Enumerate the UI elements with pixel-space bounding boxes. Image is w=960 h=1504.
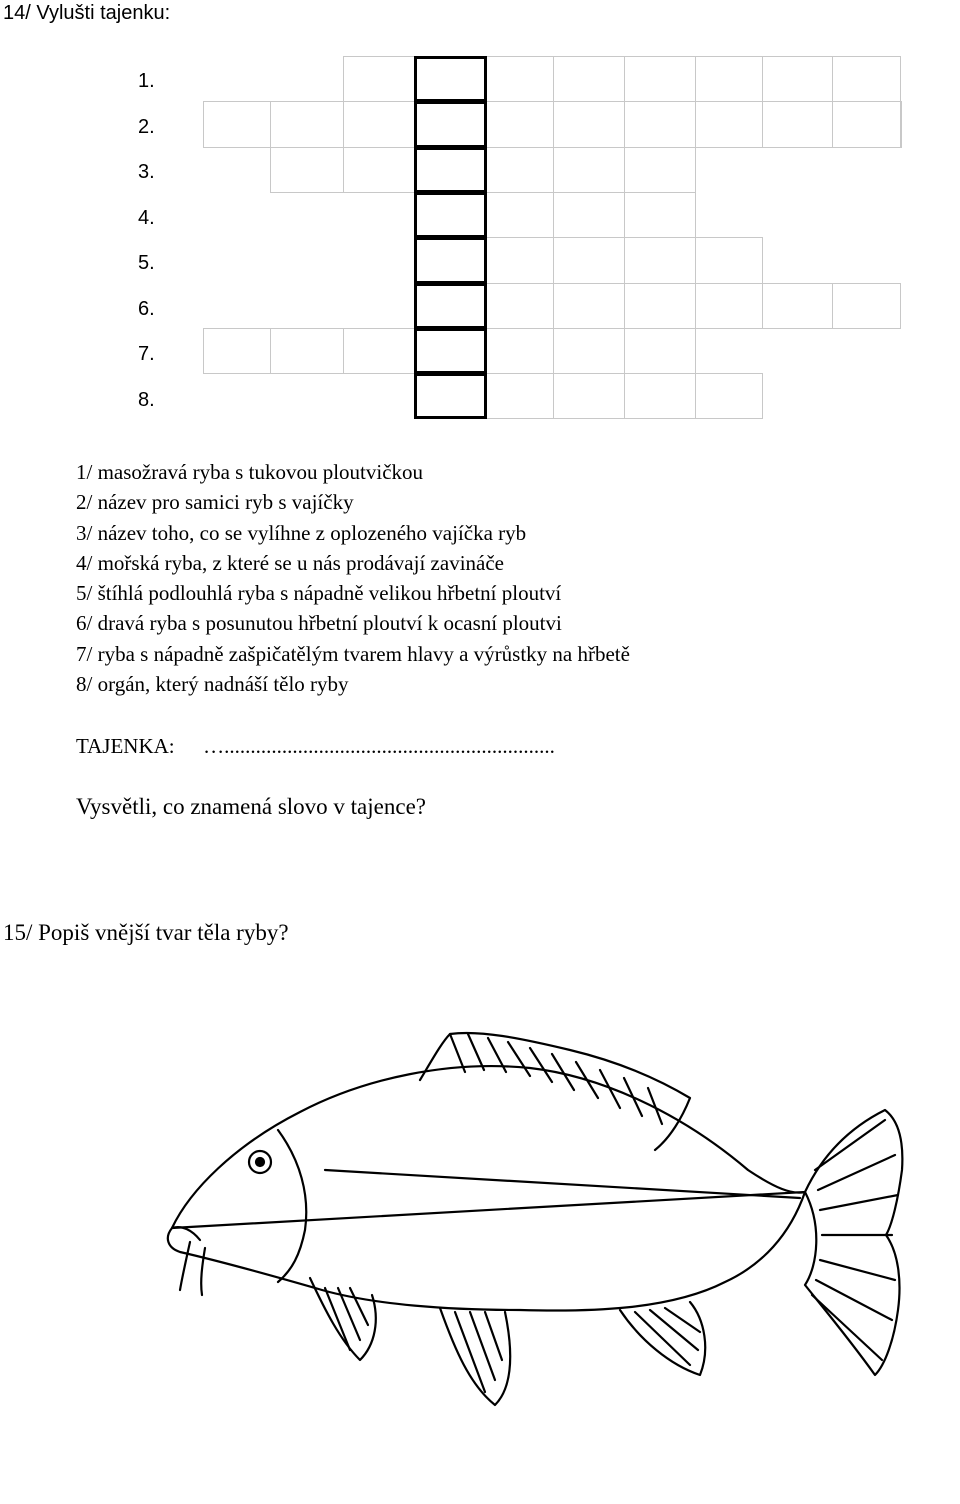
crossword-cell[interactable] [203, 101, 271, 148]
barbel [180, 1242, 205, 1295]
crossword-cell[interactable] [486, 192, 554, 238]
tajenka-cell[interactable] [414, 373, 487, 419]
crossword-cell[interactable] [553, 192, 625, 238]
clue-4: 4/ mořská ryba, z které se u nás prodávají zavináče [76, 550, 504, 575]
crossword-cell[interactable] [832, 283, 901, 329]
tajenka-cell[interactable] [414, 101, 487, 148]
tail-fin [805, 1110, 902, 1375]
question-14-title: 14/ Vylušti tajenku: [3, 2, 171, 24]
crossword-cell[interactable] [553, 101, 625, 148]
crossword-cell[interactable] [486, 56, 554, 102]
crossword-cell[interactable] [624, 328, 696, 374]
crossword-cell[interactable] [486, 373, 554, 419]
clue-1: 1/ masožravá ryba s tukovou ploutvičkou [76, 460, 424, 484]
crossword-cell[interactable] [343, 147, 415, 193]
tajenka-answer-blank[interactable]: …............................................................... [203, 734, 555, 758]
crossword-cell[interactable] [486, 237, 554, 284]
crossword-cell[interactable] [624, 101, 696, 148]
crossword-cell[interactable] [695, 373, 763, 419]
row-label-3: 3. [138, 161, 155, 183]
mouth [172, 1227, 200, 1240]
crossword-cell[interactable] [624, 283, 696, 329]
lateral-line [325, 1170, 800, 1198]
clue-8: 8/ orgán, který nadnáší tělo ryby [76, 672, 349, 697]
row-label-8: 8. [138, 389, 155, 411]
crossword-cell[interactable] [762, 56, 833, 102]
tajenka-cell[interactable] [414, 192, 487, 238]
tajenka-cell[interactable] [414, 147, 487, 193]
crossword-cell[interactable] [343, 328, 415, 374]
crossword-cell[interactable] [553, 56, 625, 102]
crossword-grid [0, 0, 960, 430]
crossword-cell[interactable] [553, 147, 625, 193]
explain-question: Vysvětli, co znamená slovo v tajence? [76, 794, 426, 819]
row-label-7: 7. [138, 343, 155, 365]
crossword-cell[interactable] [624, 147, 696, 193]
row-label-6: 6. [138, 298, 155, 320]
crossword-cell[interactable] [900, 101, 902, 148]
crossword-cell[interactable] [695, 237, 763, 284]
clue-5: 5/ štíhlá podlouhlá ryba s nápadně velikou hřbetní ploutví [76, 581, 562, 606]
crossword-cell[interactable] [832, 56, 901, 102]
tajenka-cell[interactable] [414, 328, 487, 374]
crossword-cell[interactable] [270, 147, 344, 193]
crossword-cell[interactable] [486, 328, 554, 374]
crossword-cell[interactable] [695, 283, 763, 329]
clue-list [76, 457, 630, 699]
crossword-cell[interactable] [695, 101, 763, 148]
crossword-cell[interactable] [270, 328, 344, 374]
crossword-cell[interactable] [343, 101, 415, 148]
crossword-cell[interactable] [553, 373, 625, 419]
crossword-cell[interactable] [553, 328, 625, 374]
tajenka-label: TAJENKA: [76, 734, 175, 758]
row-label-2: 2. [138, 116, 155, 138]
crossword-cell[interactable] [486, 283, 554, 329]
crossword-cell[interactable] [486, 101, 554, 148]
crossword-cell[interactable] [624, 237, 696, 284]
question-15-title: 15/ Popiš vnější tvar těla ryby? [3, 920, 289, 945]
row-label-1: 1. [138, 70, 155, 92]
tajenka-cell[interactable] [414, 283, 487, 329]
row-label-4: 4. [138, 207, 155, 229]
crossword-cell[interactable] [762, 101, 833, 148]
crossword-cell[interactable] [624, 56, 696, 102]
crossword-cell[interactable] [203, 328, 271, 374]
crossword-cell[interactable] [343, 56, 415, 102]
clue-3: 3/ název toho, co se vylíhne z oplozeného vajíčka ryb [76, 520, 527, 545]
crossword-cell[interactable] [695, 56, 763, 102]
crossword-cell[interactable] [553, 283, 625, 329]
crossword-cell[interactable] [486, 147, 554, 193]
carp-drawing [150, 1020, 910, 1490]
row-label-5: 5. [138, 252, 155, 274]
tajenka-cell[interactable] [414, 237, 487, 284]
clue-2: 2/ název pro samici ryb s vajíčky [76, 490, 354, 515]
tajenka-line [76, 734, 555, 759]
crossword-cell[interactable] [270, 101, 344, 148]
fish-body-outline [168, 1066, 805, 1310]
clue-6: 6/ dravá ryba s posunutou hřbetní ploutví k ocasní ploutvi [76, 611, 562, 636]
tajenka-cell[interactable] [414, 56, 487, 102]
gill-cover [278, 1130, 306, 1282]
crossword-cell[interactable] [762, 283, 833, 329]
crossword-cell[interactable] [553, 237, 625, 284]
crossword-cell[interactable] [624, 373, 696, 419]
crossword-cell[interactable] [832, 101, 901, 148]
clue-7: 7/ ryba s nápadně zašpičatělým tvarem hlavy a výrůstky na hřbetě [76, 641, 630, 666]
crossword-cell[interactable] [624, 192, 696, 238]
